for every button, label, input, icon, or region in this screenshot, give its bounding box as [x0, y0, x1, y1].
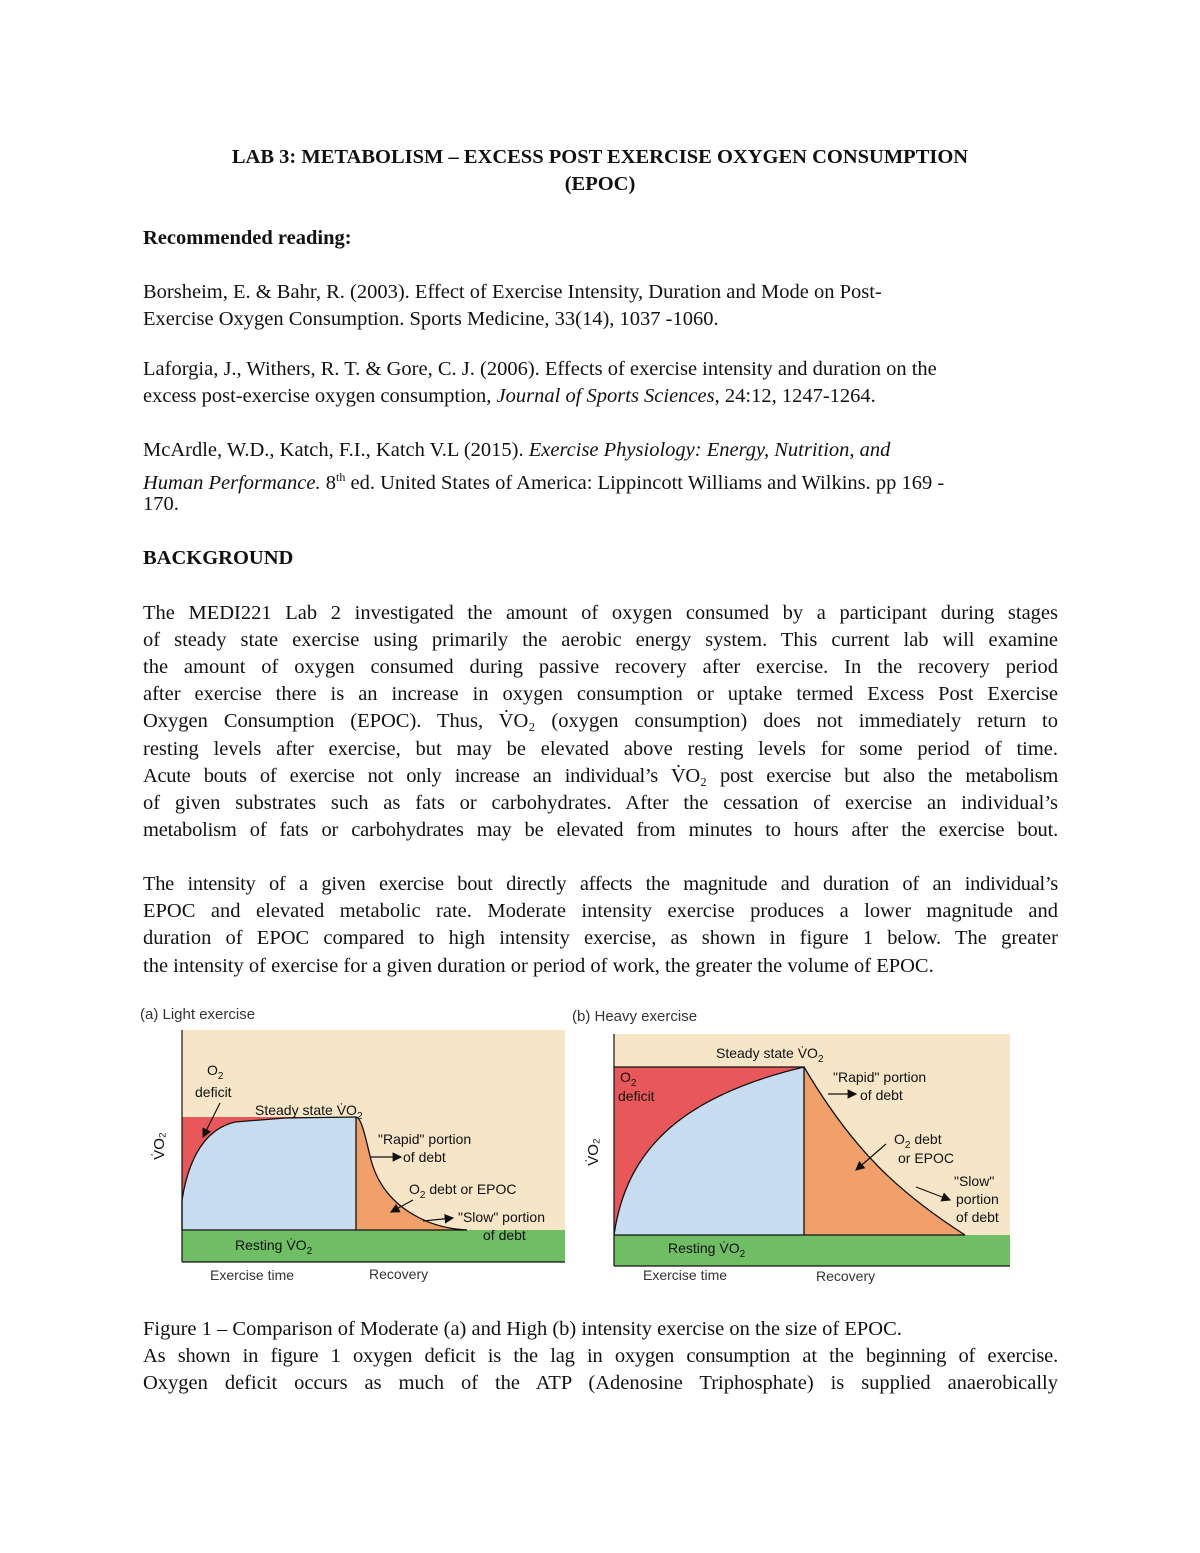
heavy-exercise-diagram [568, 1002, 1015, 1292]
panel-b-resting-label: Resting $V̇O_2$ [668, 1240, 746, 1260]
reference-1-line-1: Borsheim, E. & Bahr, R. (2003). Effect of Exercise Intensity, Duration and Mode on Post- [143, 281, 882, 303]
paragraph-1-line: of given substrates such as fats or carbohydrates. After the cessation of exercise an individual’s [143, 792, 1058, 814]
reference-3-book-title: Exercise Physiology: Energy, Nutrition, and [528, 439, 891, 461]
panel-a-rapid-debt-label: of debt [403, 1149, 446, 1165]
paragraph-1-line: of steady state exercise using primarily the aerobic energy system. This current lab will examine [143, 629, 1058, 651]
panel-b-epoc-label-2: or EPOC [898, 1150, 955, 1166]
after-figure-line: Oxygen deficit occurs as much of the ATP (Adenosine Triphosphate) is supplied anaerobically [143, 1372, 1058, 1394]
reference-2-journal: Journal of Sports Sciences [496, 385, 715, 407]
panel-a-steady-state-label: Steady state $V̇O_2$ [255, 1102, 363, 1122]
reference-3-authors: McArdle, W.D., Katch, F.I., Katch V.L (2015). [143, 439, 529, 461]
reference-3-line-3: 170. [143, 493, 179, 515]
after-figure-line: As shown in figure 1 oxygen deficit is the lag in oxygen consumption at the beginning of exercise. [143, 1345, 1058, 1367]
figure-caption: Figure 1 – Comparison of Moderate (a) and High (b) intensity exercise on the size of EPOC. [143, 1318, 902, 1340]
reference-2-line-1: Laforgia, J., Withers, R. T. & Gore, C. J. (2006). Effects of exercise intensity and duration on the [143, 358, 937, 380]
paragraph-1-line: Acute bouts of exercise not only increase an individual’s V̇O₂ post exercise but also the metabolism [143, 765, 1058, 787]
reference-3-line-1 [143, 437, 1058, 464]
paragraph-2-line: The intensity of a given exercise bout directly affects the magnitude and duration of an individual’s [143, 873, 1058, 895]
panel-a-title: (a) Light exercise [140, 1006, 256, 1023]
panel-b-title: (b) Heavy exercise [572, 1008, 698, 1025]
reference-1-line-2: Exercise Oxygen Consumption. Sports Medicine, 33(14), 1037 -1060. [143, 308, 719, 330]
title-line-1: LAB 3: METABOLISM – EXCESS POST EXERCISE OXYGEN CONSUMPTION [231, 146, 969, 168]
panel-a-exercise-time-label: Exercise time [210, 1267, 295, 1283]
panel-b-rapid-label: "Rapid" portion [833, 1069, 927, 1085]
paragraph-1-line: resting levels after exercise, but may be elevated above resting levels for some period of time. [143, 738, 1058, 760]
page-title [140, 144, 1060, 198]
reference-3-edition-sup: th [336, 470, 346, 484]
panel-b-o2-label: $O_2$ [620, 1069, 637, 1089]
reference-2-line-2 [143, 383, 1058, 410]
reference-3-publisher: ed. United States of America: Lippincott Williams and Wilkins. pp 169 - [345, 471, 945, 494]
panel-b-slow-label: "Slow" [954, 1173, 995, 1189]
panel-a-y-axis-label: V̇O₂ [151, 1132, 168, 1160]
panel-b-deficit-label: deficit [618, 1088, 655, 1104]
paragraph-2-line: duration of EPOC compared to high intensity exercise, as shown in figure 1 below. The greater [143, 927, 1058, 949]
panel-b-slow-portion-label: portion [956, 1191, 999, 1207]
panel-b-slow-debt-label: of debt [956, 1209, 999, 1225]
paragraph-1-line: Oxygen Consumption (EPOC). Thus, V̇O₂ (oxygen consumption) does not immediately return to [143, 710, 1058, 732]
title-line-2: (EPOC) [564, 173, 636, 195]
background-heading: BACKGROUND [143, 547, 294, 569]
figure-panel-light-exercise [135, 1000, 575, 1290]
panel-a-slow-debt-label: of debt [483, 1227, 526, 1243]
panel-b-steady-state-label: Steady state $V̇O_2$ [716, 1045, 824, 1065]
panel-b-y-axis-label: V̇O₂ [585, 1138, 602, 1166]
panel-b-epoc-label: $O_2$ debt [894, 1131, 942, 1151]
panel-a-o2-label: $O_2$ [207, 1062, 224, 1082]
paragraph-2-line: the intensity of exercise for a given duration or period of work, the greater the volume of EPOC. [143, 955, 934, 977]
reading-heading: Recommended reading: [143, 227, 352, 249]
panel-a-deficit-label: deficit [195, 1084, 232, 1100]
figure-panel-heavy-exercise [568, 1002, 1015, 1292]
panel-a-recovery-label: Recovery [369, 1266, 429, 1282]
panel-a-slow-label: "Slow" portion [458, 1209, 545, 1225]
panel-a-rapid-label: "Rapid" portion [378, 1131, 472, 1147]
panel-b-recovery-label: Recovery [816, 1268, 876, 1284]
reference-3-book-title-end: Human Performance. [143, 471, 321, 494]
reference-2-text: excess post-exercise oxygen consumption, [143, 385, 497, 407]
reference-3-edition: 8 [320, 471, 337, 494]
paragraph-1-line: metabolism of fats or carbohydrates may be elevated from minutes to hours after the exercise bout. [143, 819, 1058, 841]
panel-a-epoc-label: $O_2$ debt or EPOC [409, 1181, 517, 1201]
paragraph-2-line: EPOC and elevated metabolic rate. Moderate intensity exercise produces a lower magnitude and [143, 900, 1058, 922]
reference-2-citation: , 24:12, 1247-1264. [714, 385, 876, 407]
paragraph-1-line: The MEDI221 Lab 2 investigated the amount of oxygen consumed by a participant during stages [143, 602, 1058, 624]
paragraph-1-line: after exercise there is an increase in oxygen consumption or uptake termed Excess Post Exercise [143, 683, 1058, 705]
panel-b-rapid-debt-label: of debt [860, 1087, 903, 1103]
light-exercise-diagram [135, 1000, 575, 1290]
panel-b-exercise-time-label: Exercise time [643, 1267, 728, 1283]
paragraph-1-line: the amount of oxygen consumed during passive recovery after exercise. In the recovery period [143, 656, 1058, 678]
panel-a-resting-label: Resting $V̇O_2$ [235, 1237, 313, 1257]
